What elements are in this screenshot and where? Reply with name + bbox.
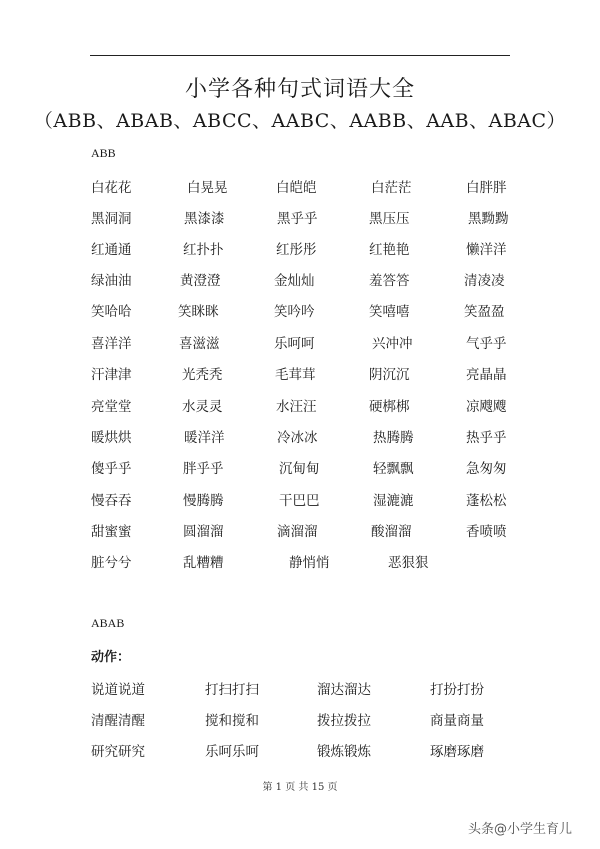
abb-word: 亮晶晶 bbox=[466, 367, 507, 383]
abb-word: 黑压压 bbox=[369, 211, 410, 227]
page-title: 小学各种句式词语大全 bbox=[184, 77, 415, 102]
abb-word: 甜蜜蜜 bbox=[91, 524, 132, 540]
section-label-abab: ABAB bbox=[91, 616, 125, 630]
abb-word: 毛茸茸 bbox=[275, 367, 316, 383]
abb-word: 暖洋洋 bbox=[184, 430, 225, 446]
abb-word: 笑吟吟 bbox=[274, 304, 315, 320]
abab-word: 打扫打扫 bbox=[205, 682, 259, 698]
abb-word: 胖乎乎 bbox=[183, 461, 224, 477]
abb-word: 暖烘烘 bbox=[91, 430, 132, 446]
abb-word: 羞答答 bbox=[369, 273, 410, 289]
abb-word: 急匆匆 bbox=[466, 461, 507, 477]
abb-word: 懒洋洋 bbox=[466, 242, 507, 258]
abb-word: 白皑皑 bbox=[276, 180, 317, 196]
header-rule bbox=[90, 55, 510, 56]
abb-word: 滴溜溜 bbox=[277, 524, 318, 540]
abb-word: 轻飘飘 bbox=[373, 461, 414, 477]
abb-word: 乱糟糟 bbox=[183, 555, 224, 571]
abb-word: 干巴巴 bbox=[279, 493, 320, 509]
abb-word: 白晃晃 bbox=[187, 180, 228, 196]
abab-word: 琢磨琢磨 bbox=[430, 744, 484, 760]
abb-word: 湿漉漉 bbox=[373, 493, 414, 509]
abab-sublabel-actions: 动作： bbox=[91, 650, 131, 665]
abab-word: 乐呵乐呵 bbox=[205, 744, 259, 760]
abb-word: 沉甸甸 bbox=[279, 461, 320, 477]
abb-word: 笑盈盈 bbox=[464, 304, 505, 320]
abb-word: 黑黝黝 bbox=[468, 211, 509, 227]
abb-word: 绿油油 bbox=[91, 273, 132, 289]
abb-word: 凉飕飕 bbox=[466, 399, 507, 415]
section-label-abb: ABB bbox=[91, 146, 116, 160]
abb-word: 红彤彤 bbox=[276, 242, 317, 258]
abb-word: 傻乎乎 bbox=[91, 461, 132, 477]
abb-word: 红通通 bbox=[91, 242, 132, 258]
abb-word: 阴沉沉 bbox=[369, 367, 410, 383]
abab-word: 打扮打扮 bbox=[430, 682, 484, 698]
abb-word: 酸溜溜 bbox=[371, 524, 412, 540]
abb-word: 亮堂堂 bbox=[91, 399, 132, 415]
abb-word: 热乎乎 bbox=[466, 430, 507, 446]
abb-word: 硬梆梆 bbox=[369, 399, 410, 415]
abb-word: 笑哈哈 bbox=[91, 304, 132, 320]
abb-word: 冷冰冰 bbox=[277, 430, 318, 446]
abb-word: 脏兮兮 bbox=[91, 555, 132, 571]
watermark: 头条@小学生育儿 bbox=[468, 822, 573, 837]
abb-word: 慢吞吞 bbox=[91, 493, 132, 509]
abb-word: 白花花 bbox=[91, 180, 132, 196]
abb-word: 水汪汪 bbox=[276, 399, 317, 415]
abb-word: 黑乎乎 bbox=[277, 211, 318, 227]
abab-word: 溜达溜达 bbox=[317, 682, 371, 698]
abb-word: 笑眯眯 bbox=[178, 304, 219, 320]
abab-word: 研究研究 bbox=[91, 744, 145, 760]
abab-word: 商量商量 bbox=[430, 713, 484, 729]
abb-word: 乐呵呵 bbox=[274, 336, 315, 352]
page-footer: 第 1 页 共 15 页 bbox=[262, 782, 338, 793]
abb-word: 白茫茫 bbox=[371, 180, 412, 196]
abb-word: 恶狠狠 bbox=[388, 555, 429, 571]
abb-word: 蓬松松 bbox=[466, 493, 507, 509]
abb-word: 黑漆漆 bbox=[184, 211, 225, 227]
abb-word: 热腾腾 bbox=[373, 430, 414, 446]
abb-word: 喜滋滋 bbox=[179, 336, 220, 352]
abab-word: 清醒清醒 bbox=[91, 713, 145, 729]
abb-word: 光秃秃 bbox=[182, 367, 223, 383]
abb-word: 红艳艳 bbox=[369, 242, 410, 258]
abb-word: 黑洞洞 bbox=[91, 211, 132, 227]
abab-word: 说道说道 bbox=[91, 682, 145, 698]
abab-word: 搅和搅和 bbox=[205, 713, 259, 729]
abb-word: 笑嘻嘻 bbox=[369, 304, 410, 320]
abb-word: 水灵灵 bbox=[182, 399, 223, 415]
abb-word: 清凌凌 bbox=[464, 273, 505, 289]
abb-word: 汗津津 bbox=[91, 367, 132, 383]
abb-word: 红扑扑 bbox=[183, 242, 224, 258]
abb-word: 喜洋洋 bbox=[91, 336, 132, 352]
abb-word: 金灿灿 bbox=[274, 273, 315, 289]
abab-word: 锻炼锻炼 bbox=[317, 744, 371, 760]
page-subtitle: （ABB、ABAB、ABCC、AABC、AABB、AAB、ABAC） bbox=[33, 110, 567, 132]
abab-word: 拨拉拨拉 bbox=[317, 713, 371, 729]
abb-word: 圆溜溜 bbox=[183, 524, 224, 540]
abb-word: 白胖胖 bbox=[466, 180, 507, 196]
abb-word: 静悄悄 bbox=[289, 555, 330, 571]
abb-word: 慢腾腾 bbox=[183, 493, 224, 509]
abb-word: 黄澄澄 bbox=[180, 273, 221, 289]
abb-word: 气乎乎 bbox=[466, 336, 507, 352]
abb-word: 香喷喷 bbox=[466, 524, 507, 540]
abb-word: 兴冲冲 bbox=[372, 336, 413, 352]
